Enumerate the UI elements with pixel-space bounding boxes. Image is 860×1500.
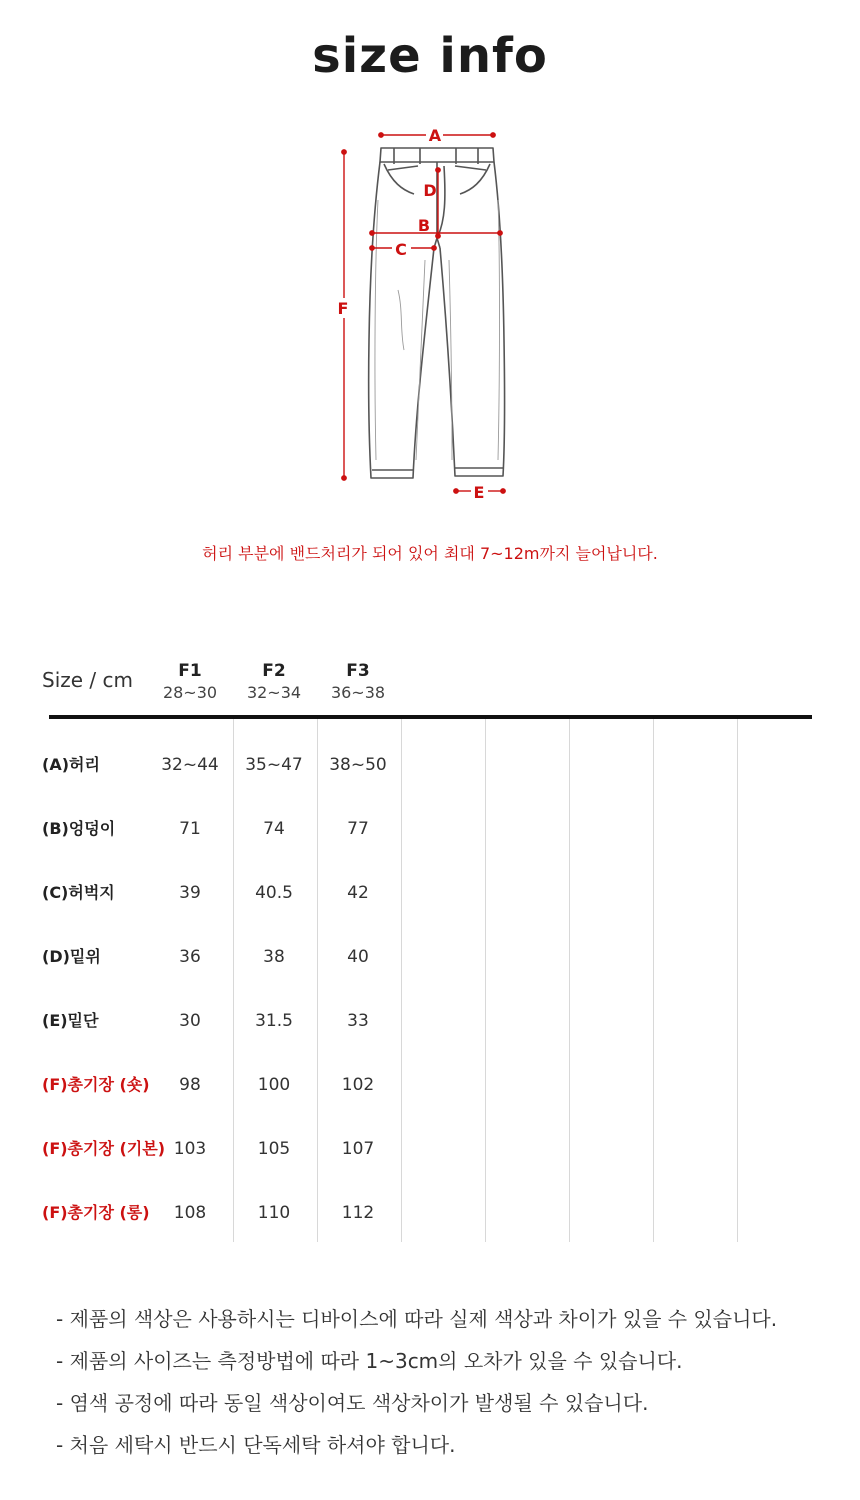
row-label-length-regular: (F)총기장 (기본): [42, 1139, 166, 1158]
page-title: size info: [312, 28, 548, 84]
column-range: 36~38: [330, 683, 386, 702]
table-cell: 102: [341, 1075, 375, 1095]
column-divider: [485, 719, 486, 1242]
note-item: - 제품의 색상은 사용하시는 디바이스에 따라 실제 색상과 차이가 있을 수 있습니다.: [56, 1307, 778, 1331]
table-cell: 35~47: [245, 755, 303, 775]
column-header-f3: [316, 660, 400, 704]
row-label-rise: (D)밑위: [42, 947, 101, 966]
size-unit-label: Size / cm: [42, 668, 133, 692]
waist-band-notice: 허리 부분에 밴드처리가 되어 있어 최대 7~12m까지 늘어납니다.: [202, 544, 658, 563]
label-b: B: [417, 216, 431, 235]
table-cell: 105: [257, 1139, 291, 1159]
table-cell: 32~44: [161, 755, 219, 775]
table-cell: 108: [173, 1203, 207, 1223]
table-cell: 40.5: [255, 883, 293, 903]
table-cell: 112: [341, 1203, 375, 1223]
table-cell: 31.5: [255, 1011, 293, 1031]
table-cell: 40: [347, 947, 369, 967]
column-name: F1: [178, 661, 202, 681]
table-cell: 103: [173, 1139, 207, 1159]
column-divider: [401, 719, 402, 1242]
row-label-hem: (E)밑단: [42, 1011, 99, 1030]
table-cell: 39: [179, 883, 201, 903]
column-name: F2: [262, 661, 286, 681]
column-divider: [233, 719, 234, 1242]
note-item: - 처음 세탁시 반드시 단독세탁 하셔야 합니다.: [56, 1433, 456, 1457]
row-label-thigh: (C)허벅지: [42, 883, 115, 902]
table-cell: 110: [257, 1203, 291, 1223]
column-range: 28~30: [162, 683, 218, 702]
label-d: D: [423, 181, 437, 200]
row-label-waist: (A)허리: [42, 755, 100, 774]
column-header-f2: [232, 660, 316, 704]
table-cell: 38: [263, 947, 285, 967]
column-divider: [317, 719, 318, 1242]
column-header-f1: [148, 660, 232, 704]
label-c: C: [395, 240, 407, 259]
pants-size-diagram: [0, 110, 860, 510]
row-label-length-long: (F)총기장 (롱): [42, 1203, 150, 1222]
label-e: E: [473, 483, 485, 502]
column-range: 32~34: [246, 683, 302, 702]
table-cell: 98: [179, 1075, 201, 1095]
table-header-rule: [49, 715, 812, 719]
label-f: F: [337, 299, 349, 318]
column-divider: [737, 719, 738, 1242]
table-cell: 42: [347, 883, 369, 903]
table-cell: 77: [347, 819, 369, 839]
table-cell: 74: [263, 819, 285, 839]
row-label-length-short: (F)총기장 (숏): [42, 1075, 150, 1094]
table-cell: 38~50: [329, 755, 387, 775]
note-item: - 염색 공정에 따라 동일 색상이여도 색상차이가 발생될 수 있습니다.: [56, 1391, 649, 1415]
table-cell: 100: [257, 1075, 291, 1095]
product-notes: [56, 1305, 777, 1473]
label-a: A: [428, 126, 442, 145]
table-cell: 33: [347, 1011, 369, 1031]
table-cell: 107: [341, 1139, 375, 1159]
note-item: - 제품의 사이즈는 측정방법에 따라 1~3cm의 오차가 있을 수 있습니다.: [56, 1349, 683, 1373]
table-cell: 30: [179, 1011, 201, 1031]
table-cell: 36: [179, 947, 201, 967]
table-cell: 71: [179, 819, 201, 839]
column-divider: [569, 719, 570, 1242]
row-label-hip: (B)엉덩이: [42, 819, 116, 838]
column-divider: [653, 719, 654, 1242]
column-name: F3: [346, 661, 370, 681]
